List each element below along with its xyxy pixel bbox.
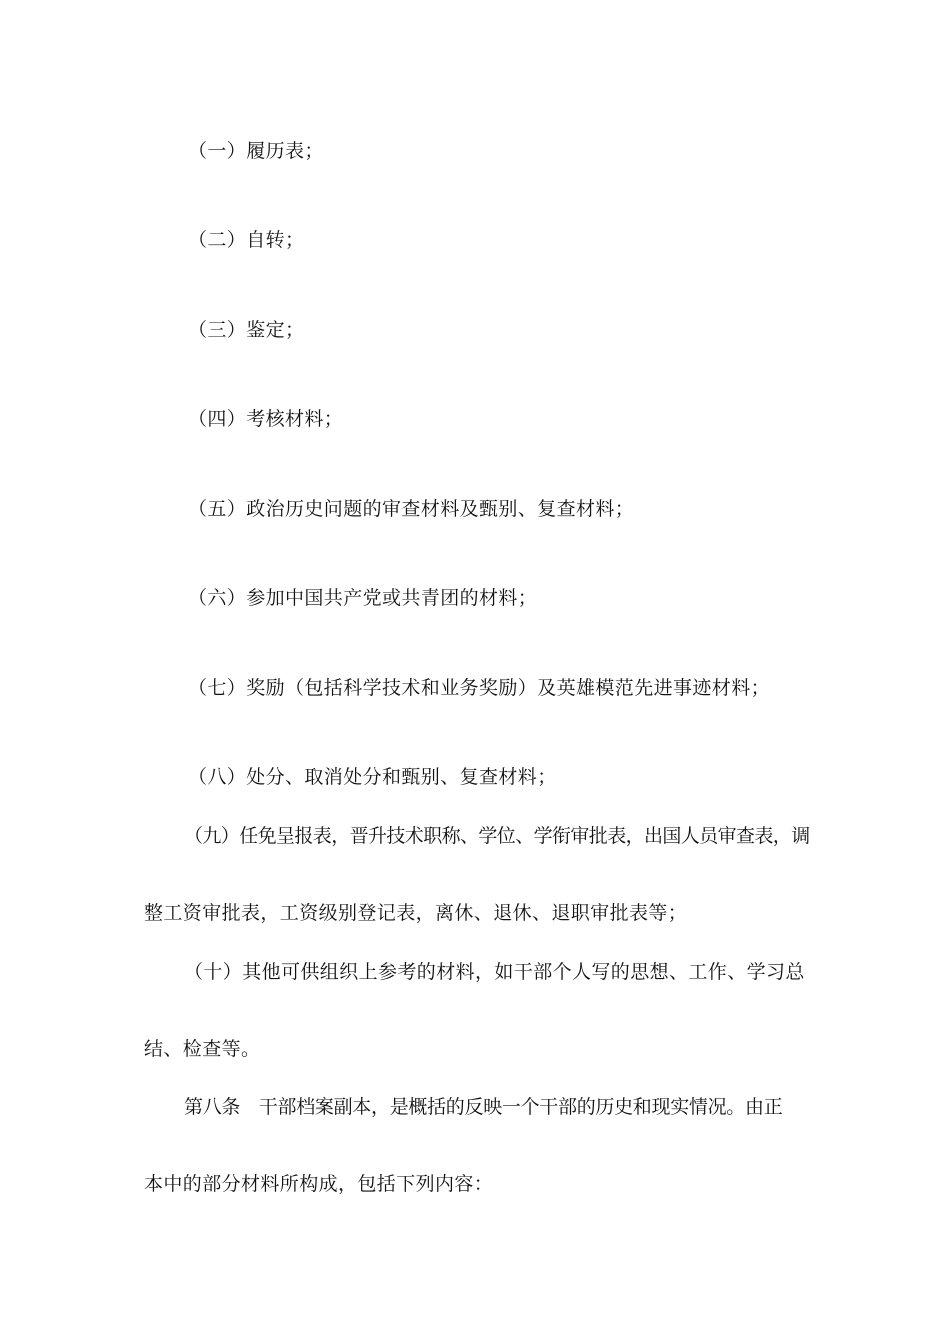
list-item-political-review: （五）政治历史问题的审查材料及甄别、复查材料； bbox=[188, 498, 635, 520]
list-item-awards: （七）奖励（包括科学技术和业务奖励）及英雄模范先进事迹材料； bbox=[188, 677, 771, 699]
article-eight-line-1: 第八条 干部档案副本，是概括的反映一个干部的历史和现实情况。由正 bbox=[184, 1096, 783, 1118]
list-item-autobiography: （二）自转； bbox=[188, 229, 305, 251]
list-item-appraisal: （三）鉴定； bbox=[188, 319, 305, 341]
article-eight-line-2: 本中的部分材料所构成，包括下列内容： bbox=[144, 1173, 494, 1195]
item-ten-line-1: （十）其他可供组织上参考的材料，如干部个人写的思想、工作、学习总 bbox=[184, 961, 805, 983]
list-item-assessment: （四）考核材料； bbox=[188, 408, 344, 430]
item-nine-line-2: 整工资审批表，工资级别登记表，离休、退休、退职审批表等； bbox=[144, 902, 688, 924]
list-item-party-membership: （六）参加中国共产党或共青团的材料； bbox=[188, 587, 538, 609]
list-item-sanctions: （八）处分、取消处分和甄别、复查材料； bbox=[188, 766, 557, 788]
item-nine-line-1: （九）任免呈报表，晋升技术职称、学位、学衔审批表，出国人员审查表，调 bbox=[184, 825, 810, 847]
item-ten-line-2: 结、检查等。 bbox=[144, 1038, 261, 1060]
list-item-resume: （一）履历表； bbox=[188, 140, 324, 162]
